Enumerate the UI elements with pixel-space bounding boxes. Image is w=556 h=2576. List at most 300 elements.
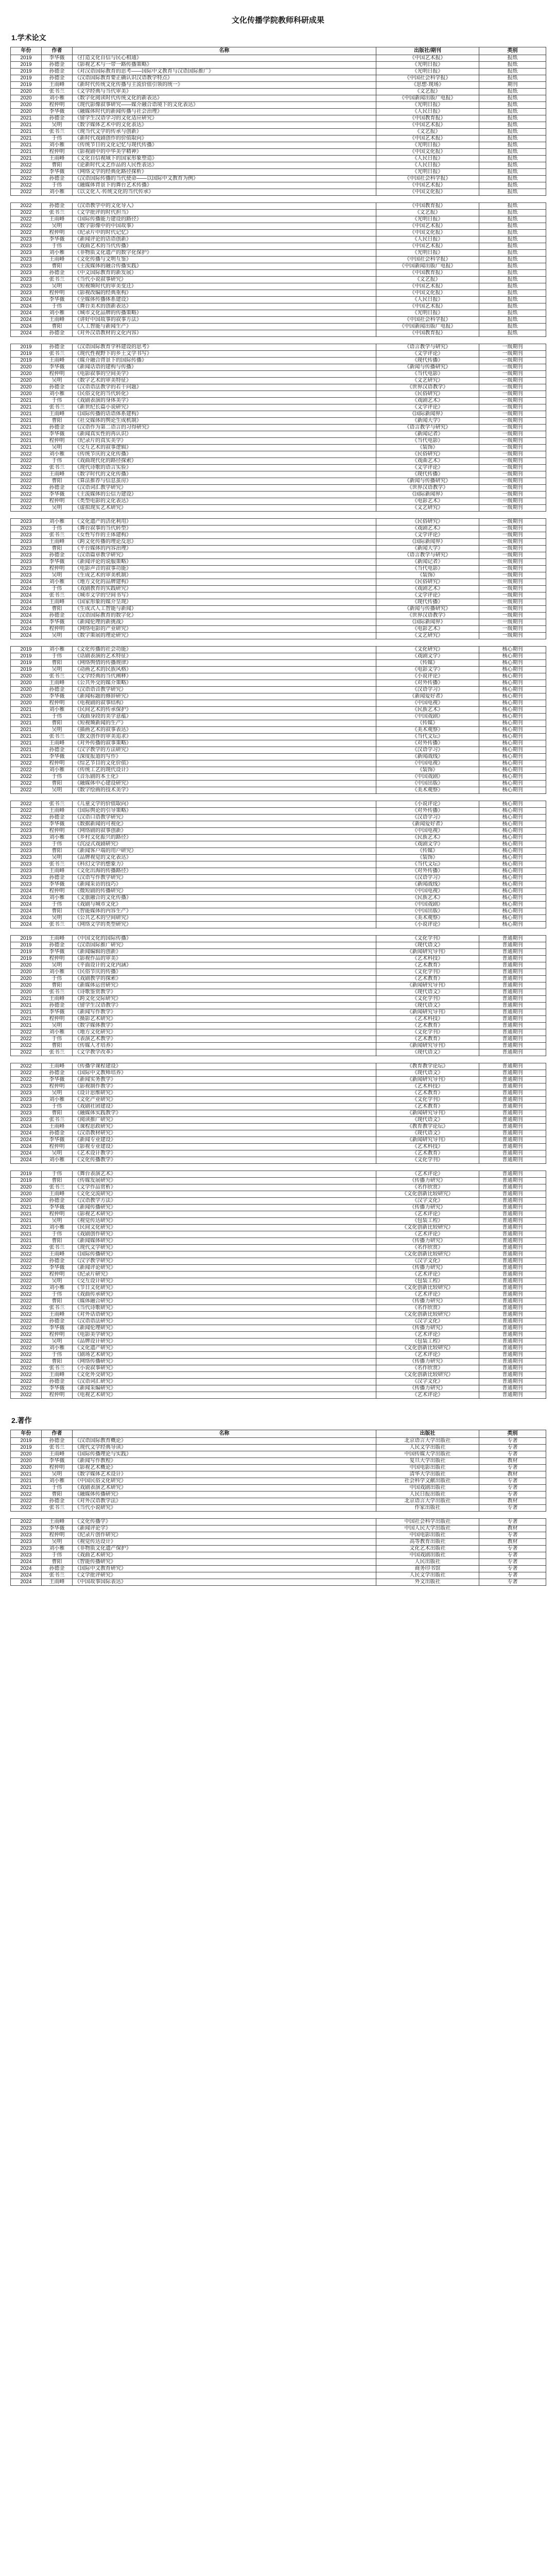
title-cell: 《汉语语法研究》 [73, 1318, 376, 1325]
year-cell: 2022 [11, 1029, 42, 1036]
year-cell: 2019 [11, 956, 42, 962]
publisher-cell: 《新闻与传播研究》 [376, 364, 479, 371]
author-cell: 曹阳 [42, 324, 73, 330]
title-cell: 《表演艺术教学》 [73, 1036, 376, 1043]
category-cell: 一级期刊 [479, 599, 546, 606]
table-row [11, 1332, 546, 1338]
publisher-cell: 《光明日报》 [376, 250, 479, 257]
title-cell: 《网络文学的类型研究》 [73, 922, 376, 928]
author-cell: 张书兰 [42, 1245, 73, 1251]
table-row [11, 760, 546, 767]
publisher-cell: 《文艺报》 [376, 277, 479, 283]
table-row [11, 69, 546, 75]
table-row [11, 1318, 546, 1325]
publisher-cell: 《民族艺术》 [376, 707, 479, 714]
table-row [11, 384, 546, 391]
table-row [11, 949, 546, 956]
title-cell: 《汉语国际教育要正确认识汉语教学特点》 [73, 75, 376, 82]
year-cell: 2024 [11, 1144, 42, 1150]
table-row [11, 848, 546, 855]
table-row [11, 680, 546, 687]
table-row [11, 787, 546, 794]
table-row [11, 982, 546, 989]
author-cell: 王雨峰 [42, 1191, 73, 1198]
publisher-cell: 《艺术教育》 [376, 1090, 479, 1097]
category-cell: 核心期刊 [479, 808, 546, 815]
year-cell: 2022 [11, 1379, 42, 1385]
year-cell: 2022 [11, 1365, 42, 1372]
category-cell: 一级期刊 [479, 418, 546, 425]
publisher-cell: 《美术观察》 [376, 915, 479, 922]
title-cell: 《新闻采编研究》 [73, 1385, 376, 1392]
title-cell: 《新闻话语的建构与传播》 [73, 364, 376, 371]
table-row [11, 1526, 546, 1532]
author-cell: 刘小雅 [42, 95, 73, 102]
year-cell: 2022 [11, 162, 42, 169]
title-cell: 《新闻实务教学》 [73, 1077, 376, 1083]
category-cell: 报纸 [479, 303, 546, 310]
title-cell: 《戏曲艺术研究》 [73, 1552, 376, 1559]
category-cell: 一级期刊 [479, 633, 546, 639]
author-cell: 孙德金 [42, 176, 73, 182]
title-cell: 《国际中文教师培养》 [73, 1070, 376, 1077]
category-cell: 核心期刊 [479, 882, 546, 888]
table-row [11, 519, 546, 526]
table-row [11, 1485, 546, 1492]
table-row [11, 471, 546, 478]
author-cell: 张书兰 [42, 922, 73, 928]
publisher-cell: 《新闻战线》 [376, 754, 479, 760]
year-cell: 2021 [11, 142, 42, 149]
title-cell: 《戏剧与城市文化》 [73, 902, 376, 908]
publisher-cell: 《民俗研究》 [376, 579, 479, 586]
publisher-cell: 《新闻大学》 [376, 546, 479, 552]
year-cell: 2023 [11, 270, 42, 277]
title-cell: 《汉语国际教育的数字化》 [73, 613, 376, 619]
publisher-cell: 《小说评论》 [376, 922, 479, 928]
title-cell: 《留学生汉语教学》 [73, 1003, 376, 1009]
author-cell: 王雨峰 [42, 1372, 73, 1379]
table-row [11, 1359, 546, 1365]
title-cell: 《地方文化研究》 [73, 1029, 376, 1036]
table-row [11, 1445, 546, 1451]
title-cell: 《儿童文学的价值取向》 [73, 801, 376, 808]
table-row [11, 962, 546, 969]
publisher-cell: 《光明日报》 [376, 69, 479, 75]
title-cell: 《传媒发展研究》 [73, 1178, 376, 1184]
author-cell: 孙德金 [42, 1258, 73, 1265]
publisher-cell: 《国际新闻界》 [376, 492, 479, 498]
table-row [11, 1298, 546, 1305]
table-row [11, 176, 546, 182]
author-cell: 曹阳 [42, 848, 73, 855]
publisher-cell: 《光明日报》 [376, 310, 479, 317]
title-cell: 《全媒体传播体系建设》 [73, 297, 376, 303]
author-cell: 曹阳 [42, 606, 73, 613]
title-cell: 《新闻客户端的用户研究》 [73, 848, 376, 855]
table-row [11, 1009, 546, 1016]
group-separator [11, 1164, 546, 1171]
publisher-cell: 文化艺术出版社 [376, 1546, 479, 1552]
column-header: 名称 [73, 1430, 376, 1438]
title-cell: 《现代诗歌的语言实验》 [73, 465, 376, 471]
year-cell: 2022 [11, 781, 42, 787]
title-cell: 《文化外交研究》 [73, 1372, 376, 1379]
publisher-cell: 《中国艺术报》 [376, 122, 479, 129]
title-cell: 《数字绘画的技术美学》 [73, 787, 376, 794]
author-cell: 王雨峰 [42, 1312, 73, 1318]
publisher-cell: 《民族艺术》 [376, 895, 479, 902]
table-row [11, 942, 546, 949]
category-cell: 核心期刊 [479, 680, 546, 687]
year-cell: 2024 [11, 902, 42, 908]
title-cell: 《诗歌鉴赏教学》 [73, 989, 376, 996]
author-cell: 程仲明 [42, 566, 73, 572]
category-cell: 一级期刊 [479, 398, 546, 404]
year-cell: 2023 [11, 828, 42, 835]
table-row [11, 902, 546, 908]
table-row [11, 216, 546, 223]
year-cell: 2022 [11, 203, 42, 210]
category-cell: 报纸 [479, 270, 546, 277]
author-cell: 李华薇 [42, 169, 73, 176]
group-separator [11, 1056, 546, 1063]
publisher-cell: 《文化创新比较研究》 [376, 1285, 479, 1292]
author-cell: 李华薇 [42, 236, 73, 243]
category-cell: 报纸 [479, 89, 546, 95]
table-row [11, 1552, 546, 1559]
table-row [11, 505, 546, 512]
publisher-cell: 《艺术科技》 [376, 1144, 479, 1150]
publisher-cell: 《光明日报》 [376, 62, 479, 69]
table-row [11, 1231, 546, 1238]
section-heading: 1.学术论文 [11, 33, 46, 42]
author-cell: 程仲明 [42, 498, 73, 505]
category-cell: 报纸 [479, 156, 546, 162]
title-cell: 《阅读推广研究》 [73, 1117, 376, 1124]
author-cell: 张书兰 [42, 1184, 73, 1191]
category-cell: 一级期刊 [479, 559, 546, 566]
title-cell: 《文学批评的时代担当》 [73, 210, 376, 216]
author-cell: 刘小雅 [42, 1097, 73, 1104]
category-cell: 普通期刊 [479, 1150, 546, 1157]
title-cell: 《戏曲艺术的当代传播》 [73, 243, 376, 250]
category-cell: 普通期刊 [479, 1379, 546, 1385]
publisher-cell: 《现代语文》 [376, 1070, 479, 1077]
year-cell: 2023 [11, 861, 42, 868]
title-cell: 《汉语教材研究》 [73, 1130, 376, 1137]
title-cell: 《戏剧教育的实践研究》 [73, 586, 376, 592]
title-cell: 《设计思维研究》 [73, 1090, 376, 1097]
table-row [11, 1104, 546, 1110]
publisher-cell: 《现代传播》 [376, 471, 479, 478]
publisher-cell: 《装饰》 [376, 855, 479, 861]
publisher-cell: 《新闻研究导刊》 [376, 1077, 479, 1083]
year-cell: 2024 [11, 619, 42, 626]
table-row [11, 451, 546, 458]
title-cell: 《汉语语法教学的若干问题》 [73, 384, 376, 391]
publisher-cell: 《戏剧文学》 [376, 841, 479, 848]
year-cell: 2022 [11, 1272, 42, 1278]
author-cell: 李华薇 [42, 1325, 73, 1332]
category-cell: 普通期刊 [479, 1184, 546, 1191]
title-cell: 《文学经典的当代阐释》 [73, 673, 376, 680]
category-cell: 核心期刊 [479, 868, 546, 875]
publisher-cell: 中国传媒大学出版社 [376, 1451, 479, 1458]
year-cell: 2020 [11, 680, 42, 687]
table-row [11, 1157, 546, 1164]
author-cell: 王雨峰 [42, 868, 73, 875]
title-cell: 《现代文学经典导读》 [73, 1445, 376, 1451]
table-row [11, 210, 546, 216]
title-cell: 《媒介融合背景下的国际传播》 [73, 358, 376, 364]
category-cell: 一级期刊 [479, 546, 546, 552]
title-cell: 《新闻真实性的再认识》 [73, 431, 376, 438]
category-cell: 报纸 [479, 216, 546, 223]
category-cell: 专著 [479, 1546, 546, 1552]
publisher-cell: 《中国新闻出版广电报》 [376, 263, 479, 270]
year-cell: 2020 [11, 109, 42, 115]
title-cell: 《数字影像中的中国故事》 [73, 223, 376, 230]
author-cell: 张书兰 [42, 129, 73, 135]
category-cell: 核心期刊 [479, 815, 546, 821]
table-row [11, 915, 546, 922]
year-cell: 2023 [11, 1546, 42, 1552]
year-cell: 2023 [11, 263, 42, 270]
title-cell: 《对外话语研究》 [73, 1312, 376, 1318]
year-cell: 2019 [11, 1178, 42, 1184]
title-cell: 《算法推荐与信息茧房》 [73, 478, 376, 485]
author-cell: 李华薇 [42, 1205, 73, 1211]
publisher-cell: 中国人民大学出版社 [376, 1526, 479, 1532]
table-row [11, 626, 546, 633]
publisher-cell: 《小说评论》 [376, 673, 479, 680]
author-cell: 李华薇 [42, 109, 73, 115]
table-row [11, 263, 546, 270]
publisher-cell: 《中国社会科学报》 [376, 317, 479, 324]
category-cell: 报纸 [479, 75, 546, 82]
author-cell: 孙德金 [42, 747, 73, 754]
table-row [11, 1211, 546, 1218]
author-cell: 刘小雅 [42, 579, 73, 586]
category-cell: 普通期刊 [479, 1258, 546, 1265]
year-cell: 2022 [11, 1352, 42, 1359]
publisher-cell: 北京语言大学出版社 [376, 1438, 479, 1445]
title-cell: 《戏曲身段的美学意蕴》 [73, 714, 376, 720]
publisher-cell: 《国际新闻界》 [376, 539, 479, 546]
table-row [11, 956, 546, 962]
column-header: 名称 [73, 47, 376, 55]
author-cell: 王雨峰 [42, 216, 73, 223]
author-cell: 程仲明 [42, 700, 73, 707]
author-cell: 孙德金 [42, 552, 73, 559]
category-cell: 一级期刊 [479, 465, 546, 471]
year-cell: 2022 [11, 1258, 42, 1265]
author-cell: 于伟 [42, 1352, 73, 1359]
author-cell: 吴明 [42, 505, 73, 512]
year-cell: 2021 [11, 1218, 42, 1225]
table-row [11, 1137, 546, 1144]
year-cell: 2020 [11, 1465, 42, 1471]
category-cell: 核心期刊 [479, 740, 546, 747]
author-cell: 孙德金 [42, 1498, 73, 1505]
category-cell: 一级期刊 [479, 404, 546, 411]
title-cell: 《舞台表演艺术》 [73, 1171, 376, 1178]
author-cell: 王雨峰 [42, 156, 73, 162]
table-row [11, 189, 546, 196]
author-cell: 吴明 [42, 1278, 73, 1285]
author-cell: 吴明 [42, 378, 73, 384]
publisher-cell: 社会科学文献出版社 [376, 1478, 479, 1485]
title-cell: 《数字时代的文化传播》 [73, 471, 376, 478]
title-cell: 《短视频新闻的生产》 [73, 720, 376, 727]
year-cell: 2023 [11, 546, 42, 552]
category-cell: 普通期刊 [479, 1265, 546, 1272]
category-cell: 核心期刊 [479, 647, 546, 653]
author-cell: 程仲明 [42, 1392, 73, 1399]
year-cell: 2022 [11, 1245, 42, 1251]
publisher-cell: 《文化创新比较研究》 [376, 1191, 479, 1198]
year-cell: 2023 [11, 868, 42, 875]
publisher-cell: 《人民日报》 [376, 236, 479, 243]
publisher-cell: 《传播力研究》 [376, 1325, 479, 1332]
author-cell: 于伟 [42, 1104, 73, 1110]
category-cell: 普通期刊 [479, 1083, 546, 1090]
author-cell: 程仲明 [42, 102, 73, 109]
table-row [11, 358, 546, 364]
table-row [11, 89, 546, 95]
title-cell: 《插画艺术的叙事表达》 [73, 727, 376, 734]
year-cell: 2023 [11, 552, 42, 559]
category-cell: 普通期刊 [479, 1191, 546, 1198]
title-cell: 《微短剧的传播研究》 [73, 888, 376, 895]
table-row [11, 740, 546, 747]
category-cell: 普通期刊 [479, 962, 546, 969]
table-row [11, 1016, 546, 1023]
category-cell: 核心期刊 [479, 801, 546, 808]
category-cell: 普通期刊 [479, 1238, 546, 1245]
table-row [11, 1352, 546, 1359]
publisher-cell: 《戏曲艺术》 [376, 458, 479, 465]
publisher-cell: 《对外传播》 [376, 808, 479, 815]
publisher-cell: 《现代语文》 [376, 942, 479, 949]
publisher-cell: 《现代语文》 [376, 1049, 479, 1056]
year-cell: 2020 [11, 989, 42, 996]
publisher-cell: 《戏剧艺术》 [376, 398, 479, 404]
table-row [11, 539, 546, 546]
category-cell: 一级期刊 [479, 613, 546, 619]
title-cell: 《融媒体时代的新闻传播与社会治理》 [73, 109, 376, 115]
year-cell: 2021 [11, 720, 42, 727]
publisher-cell: 《中国戏剧》 [376, 714, 479, 720]
author-cell: 王雨峰 [42, 411, 73, 418]
title-cell: 《节日文化研究》 [73, 1285, 376, 1292]
publisher-cell: 《艺术评论》 [376, 1231, 479, 1238]
year-cell: 2024 [11, 1566, 42, 1572]
publisher-cell: 《中国新闻出版广电报》 [376, 95, 479, 102]
category-cell: 普通期刊 [479, 1016, 546, 1023]
year-cell: 2019 [11, 1445, 42, 1451]
author-cell: 曹阳 [42, 1298, 73, 1305]
author-cell: 曹阳 [42, 720, 73, 727]
table-row [11, 546, 546, 552]
publisher-cell: 《中国电视》 [376, 828, 479, 835]
category-cell: 专著 [479, 1478, 546, 1485]
title-cell: 《类型电影的文化表达》 [73, 498, 376, 505]
author-cell: 张书兰 [42, 734, 73, 740]
table-row [11, 149, 546, 156]
category-cell: 报纸 [479, 317, 546, 324]
year-cell: 2022 [11, 1312, 42, 1318]
publisher-cell: 《艺术评论》 [376, 1171, 479, 1178]
author-cell: 曹阳 [42, 1043, 73, 1049]
author-cell: 王雨峰 [42, 1124, 73, 1130]
table-row [11, 230, 546, 236]
publisher-cell: 《国际新闻界》 [376, 619, 479, 626]
category-cell: 普通期刊 [479, 956, 546, 962]
publisher-cell: 《民俗研究》 [376, 391, 479, 398]
author-cell: 李华薇 [42, 492, 73, 498]
title-cell: 《戏剧社团建设》 [73, 1104, 376, 1110]
publisher-cell: 《中国艺术报》 [376, 223, 479, 230]
title-cell: 《剧场艺术研究》 [73, 1352, 376, 1359]
title-cell: 《数字媒体艺术中的文化表达》 [73, 122, 376, 129]
year-cell: 2024 [11, 915, 42, 922]
title-cell: 《新闻评论的说服策略》 [73, 559, 376, 566]
category-cell: 核心期刊 [479, 821, 546, 828]
title-cell: 《现当代文学的传承与创新》 [73, 129, 376, 135]
category-cell: 一级期刊 [479, 438, 546, 445]
author-cell: 于伟 [42, 182, 73, 189]
category-cell: 普通期刊 [479, 1049, 546, 1056]
publisher-cell: 《戏剧艺术》 [376, 526, 479, 532]
table-row [11, 1519, 546, 1526]
publisher-cell: 人民日报出版社 [376, 1492, 479, 1498]
year-cell: 2022 [11, 1498, 42, 1505]
author-cell: 刘小雅 [42, 1546, 73, 1552]
table-row [11, 606, 546, 613]
publisher-cell: 《传播力研究》 [376, 1205, 479, 1211]
category-cell: 核心期刊 [479, 828, 546, 835]
results-table [10, 1430, 546, 1586]
title-cell: 《传统节庆的文化传播》 [73, 451, 376, 458]
year-cell: 2021 [11, 418, 42, 425]
author-cell: 孙德金 [42, 1318, 73, 1325]
category-cell: 核心期刊 [479, 915, 546, 922]
table-row [11, 283, 546, 290]
table-row [11, 257, 546, 263]
publisher-cell: 《传媒》 [376, 848, 479, 855]
table-row [11, 781, 546, 787]
table-row [11, 552, 546, 559]
title-cell: 《民俗文化的当代转化》 [73, 391, 376, 398]
publisher-cell: 《世界汉语教学》 [376, 613, 479, 619]
publisher-cell: 《传播力研究》 [376, 1238, 479, 1245]
category-cell: 报纸 [479, 182, 546, 189]
title-cell: 《新闻评论学》 [73, 1526, 376, 1532]
year-cell: 2019 [11, 1438, 42, 1445]
category-cell: 普通期刊 [479, 982, 546, 989]
publisher-cell: 《光明日报》 [376, 169, 479, 176]
title-cell: 《网络传播研究》 [73, 1359, 376, 1365]
category-cell: 报纸 [479, 324, 546, 330]
author-cell: 于伟 [42, 303, 73, 310]
publisher-cell: 《艺术评论》 [376, 1332, 479, 1338]
author-cell: 王雨峰 [42, 1519, 73, 1526]
publisher-cell: 《中国出版》 [376, 908, 479, 915]
year-cell: 2021 [11, 129, 42, 135]
author-cell: 张书兰 [42, 1445, 73, 1451]
